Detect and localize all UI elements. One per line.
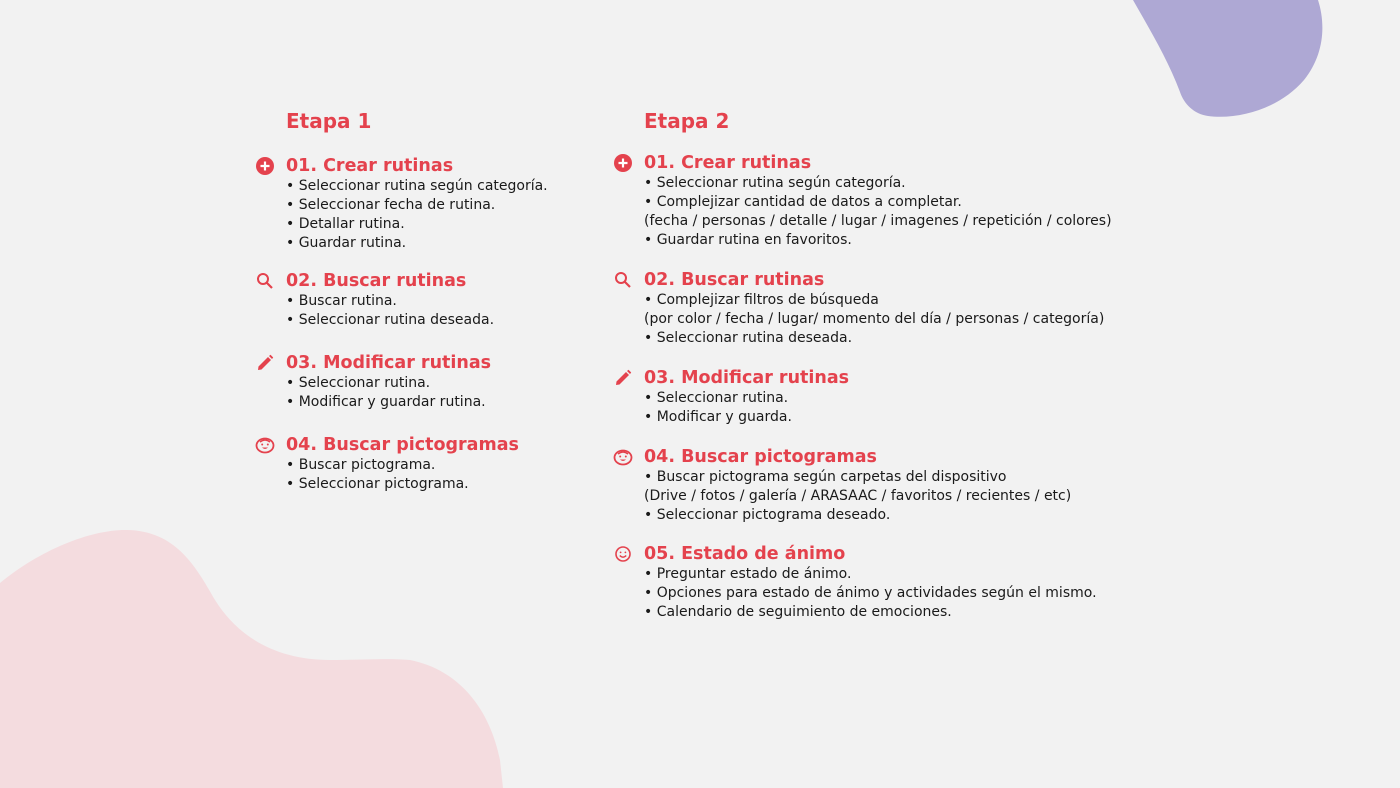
- add-circle-icon: [613, 153, 633, 173]
- list-item: • Seleccionar pictograma.: [286, 476, 469, 492]
- stage-1-title: Etapa 1: [286, 109, 372, 133]
- search-icon: [255, 271, 275, 291]
- list-item: • Buscar rutina.: [286, 293, 397, 309]
- pink-blob-decoration: [0, 520, 520, 788]
- section-title: 01. Crear rutinas: [644, 153, 812, 173]
- section-title: 05. Estado de ánimo: [644, 544, 846, 564]
- list-item: • Buscar pictograma según carpetas del dispositivo: [644, 469, 1007, 485]
- pencil-icon: [613, 368, 633, 388]
- stage-1-section-modificar: [286, 352, 491, 412]
- stage-2-title: Etapa 2: [644, 109, 730, 133]
- stage-2-section-buscar: [644, 269, 1104, 348]
- section-title: 04. Buscar pictogramas: [644, 447, 877, 467]
- list-item: • Seleccionar rutina deseada.: [286, 312, 495, 328]
- list-item: • Guardar rutina.: [286, 235, 407, 251]
- list-item: (Drive / fotos / galería / ARASAAC / favoritos / recientes / etc): [644, 488, 1072, 504]
- section-title: 04. Buscar pictogramas: [286, 435, 519, 455]
- stage-1-section-crear: [286, 155, 548, 253]
- list-item: • Detallar rutina.: [286, 216, 405, 232]
- list-item: • Seleccionar rutina.: [286, 375, 431, 391]
- child-face-icon: [613, 447, 633, 467]
- list-item: • Calendario de seguimiento de emociones.: [644, 604, 952, 620]
- list-item: • Modificar y guardar rutina.: [286, 394, 486, 410]
- list-item: (fecha / personas / detalle / lugar / imagenes / repetición / colores): [644, 213, 1112, 229]
- list-item: • Complejizar filtros de búsqueda: [644, 292, 879, 308]
- stage-2-section-estado-animo: [644, 543, 1097, 622]
- stage-2-section-crear: [644, 152, 1112, 250]
- section-title: 02. Buscar rutinas: [286, 271, 467, 291]
- section-title: 03. Modificar rutinas: [644, 368, 850, 388]
- smiley-icon: [613, 544, 633, 564]
- section-title: 01. Crear rutinas: [286, 156, 454, 176]
- pencil-icon: [255, 353, 275, 373]
- stage-1-section-pictogramas: [286, 434, 519, 494]
- list-item: • Seleccionar rutina.: [644, 390, 789, 406]
- section-title: 02. Buscar rutinas: [644, 270, 825, 290]
- list-item: • Preguntar estado de ánimo.: [644, 566, 852, 582]
- search-icon: [613, 270, 633, 290]
- section-title: 03. Modificar rutinas: [286, 353, 492, 373]
- stage-2-section-pictogramas: [644, 446, 1071, 525]
- add-circle-icon: [255, 156, 275, 176]
- list-item: • Opciones para estado de ánimo y actividades según el mismo.: [644, 585, 1097, 601]
- stage-1-section-buscar: [286, 270, 494, 330]
- list-item: • Seleccionar pictograma deseado.: [644, 507, 891, 523]
- list-item: • Buscar pictograma.: [286, 457, 436, 473]
- list-item: • Seleccionar fecha de rutina.: [286, 197, 496, 213]
- list-item: • Seleccionar rutina deseada.: [644, 330, 853, 346]
- child-face-icon: [255, 435, 275, 455]
- list-item: • Seleccionar rutina según categoría.: [286, 178, 548, 194]
- stage-2-section-modificar: [644, 367, 849, 427]
- list-item: • Seleccionar rutina según categoría.: [644, 175, 906, 191]
- list-item: • Modificar y guarda.: [644, 409, 792, 425]
- list-item: • Complejizar cantidad de datos a completar.: [644, 194, 962, 210]
- list-item: (por color / fecha / lugar/ momento del día / personas / categoría): [644, 311, 1105, 327]
- list-item: • Guardar rutina en favoritos.: [644, 232, 852, 248]
- purple-blob-decoration: [1120, 0, 1340, 125]
